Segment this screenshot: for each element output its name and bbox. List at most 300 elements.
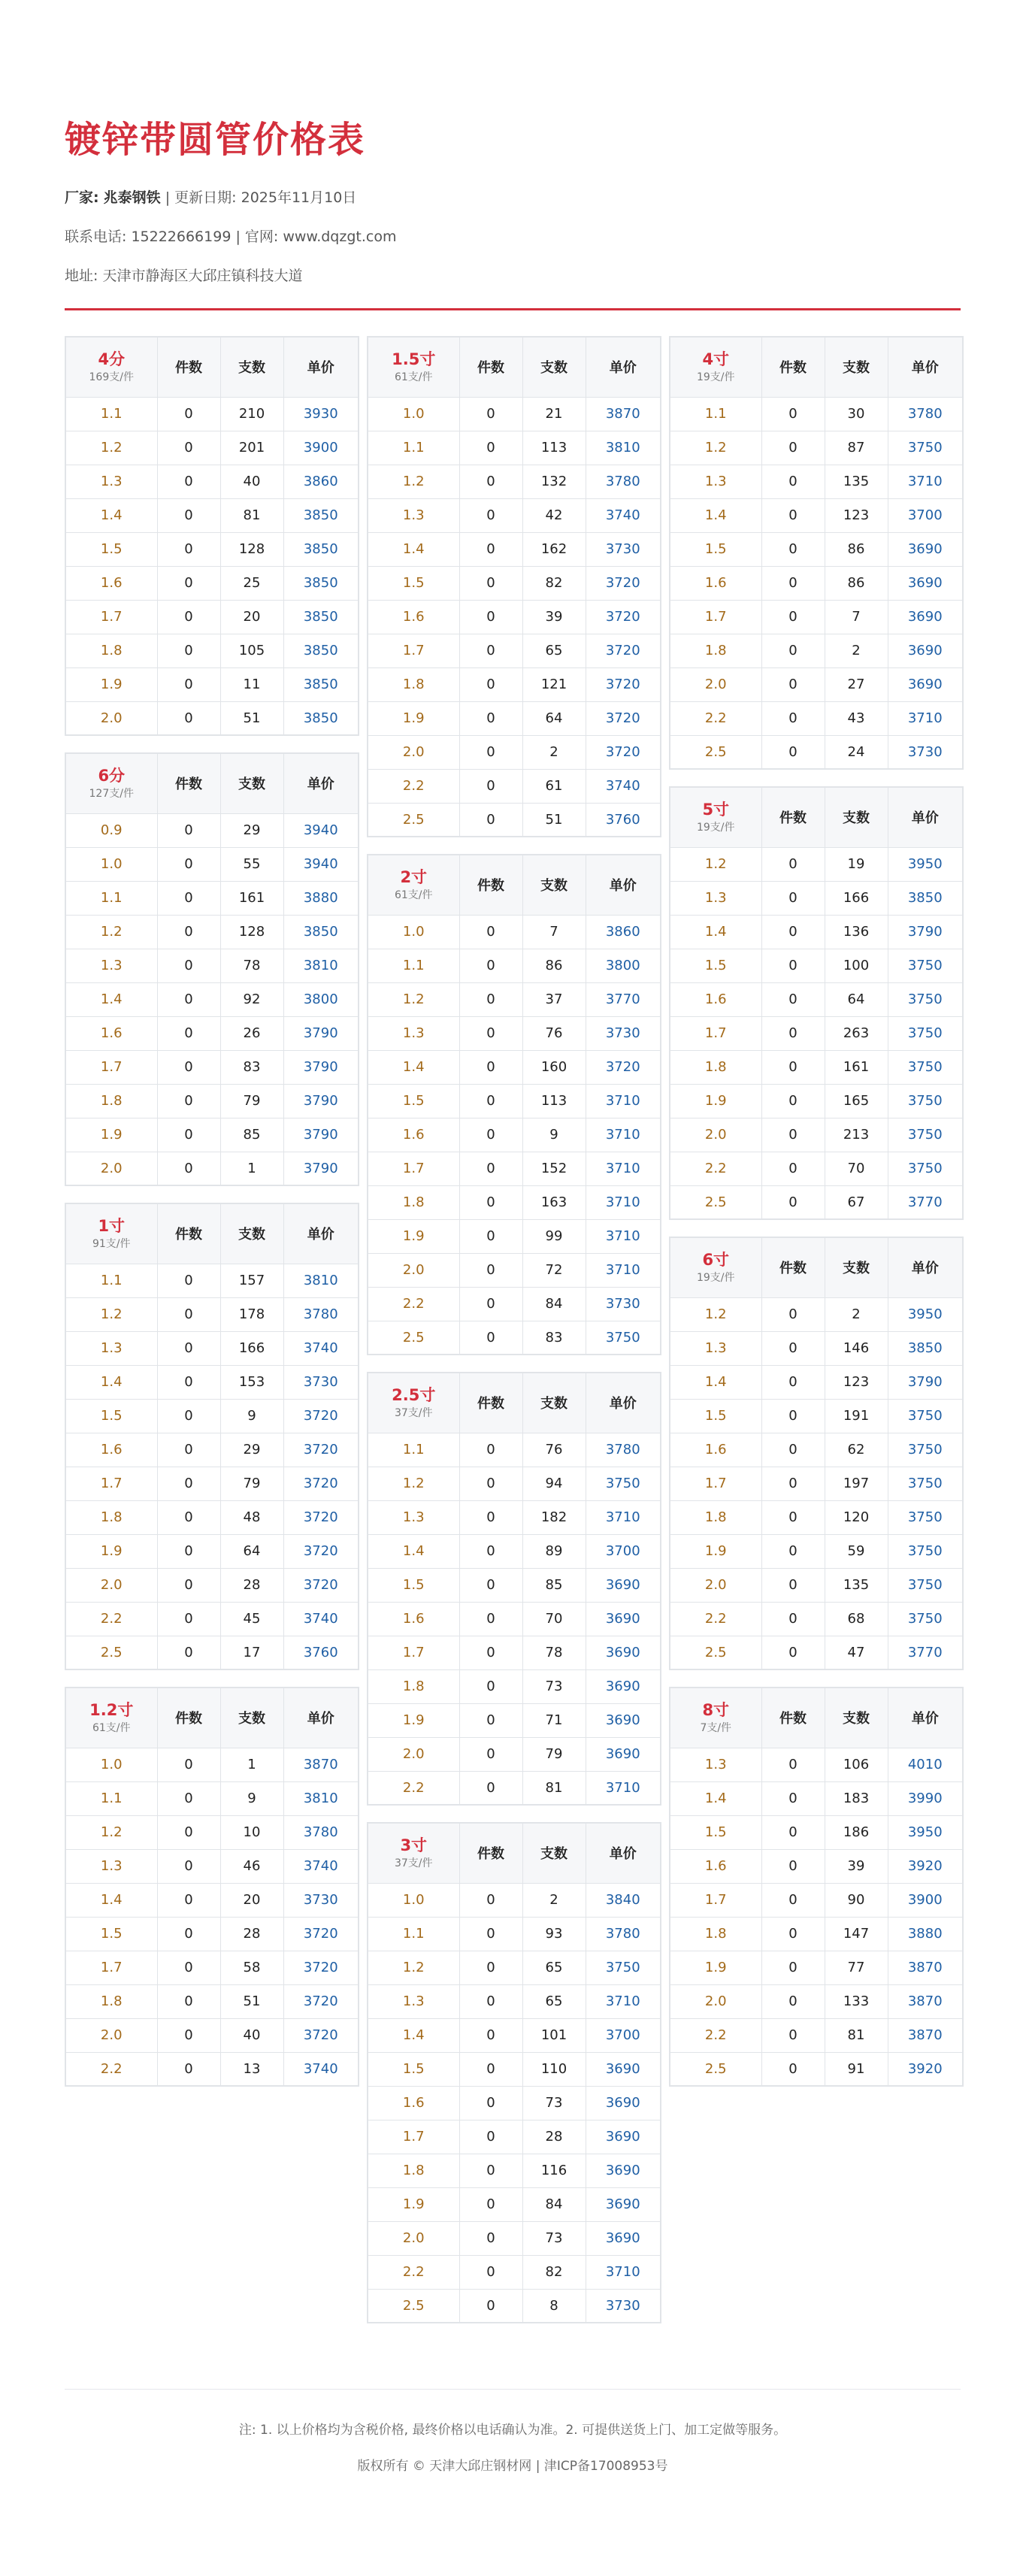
pieces-cell: 64 [220, 1534, 283, 1568]
count-cell: 0 [459, 600, 522, 634]
count-cell: 0 [761, 465, 825, 498]
price-cell: 3880 [888, 1917, 963, 1951]
count-cell: 0 [157, 1118, 220, 1152]
count-cell: 0 [157, 1500, 220, 1534]
table-row [670, 701, 963, 735]
price-cell: 3750 [888, 982, 963, 1016]
page-title: 镀锌带圆管价格表 [65, 119, 366, 161]
thickness-cell: 2.0 [670, 1568, 761, 1602]
price-cell: 3740 [283, 1602, 359, 1636]
table-row [368, 1737, 661, 1771]
count-cell: 0 [459, 1467, 522, 1500]
count-cell: 0 [157, 1399, 220, 1433]
table-row [670, 1748, 963, 1781]
pieces-cell: 91 [825, 2052, 888, 2086]
price-cell: 3690 [586, 1669, 661, 1703]
thickness-cell: 2.0 [368, 1737, 459, 1771]
pieces-cell: 161 [825, 1050, 888, 1084]
table-row [65, 465, 359, 498]
count-cell: 0 [157, 667, 220, 701]
count-cell: 0 [157, 847, 220, 881]
thickness-cell: 1.0 [368, 397, 459, 431]
count-cell: 0 [761, 1118, 825, 1152]
table-row [65, 634, 359, 667]
count-cell: 0 [761, 1748, 825, 1781]
table-row [368, 1287, 661, 1321]
pieces-cell: 86 [825, 532, 888, 566]
price-header: 单价 [283, 337, 359, 397]
count-cell: 0 [459, 431, 522, 465]
table-row [368, 1152, 661, 1185]
table-row [65, 881, 359, 915]
thickness-cell: 1.3 [670, 465, 761, 498]
pieces-cell: 210 [220, 397, 283, 431]
table-row [368, 1321, 661, 1355]
price-cell: 3770 [586, 982, 661, 1016]
pieces-cell: 76 [522, 1433, 586, 1467]
price-cell: 3870 [586, 397, 661, 431]
count-cell: 0 [459, 1669, 522, 1703]
table-row [368, 634, 661, 667]
price-cell: 3750 [888, 1084, 963, 1118]
table-row [65, 1602, 359, 1636]
price-cell: 3750 [888, 949, 963, 982]
spec-header [670, 787, 761, 847]
pieces-per-bundle: 127支/件 [89, 788, 134, 801]
pieces-cell: 213 [825, 1118, 888, 1152]
table-row [368, 1534, 661, 1568]
table-row [670, 1568, 963, 1602]
price-cell: 3690 [888, 532, 963, 566]
count-cell: 0 [157, 1568, 220, 1602]
pieces-header: 支数 [825, 787, 888, 847]
table-row [65, 1534, 359, 1568]
thickness-cell: 1.9 [368, 701, 459, 735]
thickness-cell: 1.4 [368, 532, 459, 566]
count-cell: 0 [761, 1781, 825, 1815]
thickness-cell: 1.9 [670, 1534, 761, 1568]
pieces-per-bundle: 61支/件 [394, 371, 433, 384]
count-cell: 0 [459, 2289, 522, 2323]
pieces-cell: 178 [220, 1297, 283, 1331]
thickness-cell: 1.6 [670, 1433, 761, 1467]
price-cell: 3690 [586, 1703, 661, 1737]
pieces-cell: 28 [220, 1917, 283, 1951]
count-cell: 0 [761, 1815, 825, 1849]
price-cell: 3690 [888, 566, 963, 600]
footer-copyright: 版权所有 © 天津大邱庄钢材网 | 津ICP备17008953号 [357, 2459, 668, 2474]
thickness-cell: 1.5 [670, 1399, 761, 1433]
price-cell: 3690 [586, 2221, 661, 2255]
table-row [368, 2018, 661, 2052]
pieces-per-bundle: 169支/件 [89, 371, 134, 384]
count-cell: 0 [157, 1365, 220, 1399]
table-row [65, 1433, 359, 1467]
table-row [65, 701, 359, 735]
price-cell: 3720 [586, 1050, 661, 1084]
pieces-cell: 166 [220, 1331, 283, 1365]
pieces-cell: 83 [522, 1321, 586, 1355]
pieces-cell: 45 [220, 1602, 283, 1636]
price-cell: 3850 [888, 881, 963, 915]
price-cell: 3780 [586, 465, 661, 498]
price-table [65, 1203, 359, 1670]
table-row [670, 431, 963, 465]
maker-name: 兆泰钢铁 [103, 189, 161, 206]
count-cell: 0 [157, 1636, 220, 1669]
pieces-cell: 24 [825, 735, 888, 769]
pieces-cell: 79 [220, 1084, 283, 1118]
pieces-cell: 8 [522, 2289, 586, 2323]
pieces-cell: 39 [522, 600, 586, 634]
thickness-cell: 2.0 [670, 1984, 761, 2018]
price-cell: 3750 [888, 1152, 963, 1185]
count-header: 件数 [459, 855, 522, 915]
pieces-cell: 123 [825, 1365, 888, 1399]
count-cell: 0 [459, 1321, 522, 1355]
spec-header [65, 1688, 157, 1748]
thickness-cell: 1.2 [368, 1467, 459, 1500]
count-cell: 0 [459, 2187, 522, 2221]
count-header: 件数 [459, 1823, 522, 1883]
price-cell: 3750 [888, 1399, 963, 1433]
table-row [368, 566, 661, 600]
table-header-row [368, 1373, 661, 1433]
pieces-cell: 191 [825, 1399, 888, 1433]
price-cell: 3740 [283, 1331, 359, 1365]
pipe-size: 4寸 [702, 350, 730, 369]
thickness-cell: 1.7 [670, 600, 761, 634]
count-cell: 0 [157, 1264, 220, 1297]
table-row [368, 1636, 661, 1669]
price-cell: 3740 [586, 769, 661, 803]
count-cell: 0 [761, 1568, 825, 1602]
thickness-cell: 1.5 [65, 1917, 157, 1951]
pieces-cell: 79 [522, 1737, 586, 1771]
price-cell: 3850 [283, 634, 359, 667]
count-cell: 0 [761, 634, 825, 667]
thickness-cell: 1.6 [65, 1016, 157, 1050]
count-cell: 0 [459, 1185, 522, 1219]
count-cell: 0 [761, 1984, 825, 2018]
table-row [670, 881, 963, 915]
price-table [669, 1237, 964, 1670]
thickness-cell: 2.5 [670, 735, 761, 769]
pieces-cell: 89 [522, 1534, 586, 1568]
price-cell: 3720 [283, 1568, 359, 1602]
thickness-cell: 1.1 [65, 397, 157, 431]
price-table [65, 1687, 359, 2087]
price-cell: 3790 [888, 915, 963, 949]
count-cell: 0 [761, 1849, 825, 1883]
pieces-cell: 79 [220, 1467, 283, 1500]
pieces-cell: 128 [220, 532, 283, 566]
pieces-cell: 83 [220, 1050, 283, 1084]
table-row [65, 915, 359, 949]
table-row [65, 1984, 359, 2018]
table-row [368, 1602, 661, 1636]
count-cell: 0 [761, 701, 825, 735]
pipe-size: 6分 [98, 767, 126, 786]
table-row [65, 1883, 359, 1917]
count-cell: 0 [459, 735, 522, 769]
thickness-cell: 2.0 [368, 1253, 459, 1287]
thickness-cell: 1.5 [368, 566, 459, 600]
table-row [65, 1084, 359, 1118]
price-header: 单价 [283, 1688, 359, 1748]
table-row [65, 600, 359, 634]
count-cell: 0 [459, 1883, 522, 1917]
spec-header [65, 753, 157, 813]
thickness-cell: 1.1 [368, 431, 459, 465]
price-cell: 3870 [888, 1951, 963, 1984]
thickness-cell: 1.9 [368, 2187, 459, 2221]
count-cell: 0 [459, 2154, 522, 2187]
count-cell: 0 [761, 1534, 825, 1568]
price-table [669, 1687, 964, 2087]
table-row [368, 1669, 661, 1703]
pipe-size: 6寸 [702, 1251, 730, 1270]
thickness-cell: 1.1 [670, 397, 761, 431]
price-cell: 3750 [888, 1568, 963, 1602]
pieces-per-bundle: 37支/件 [394, 1857, 433, 1870]
thickness-cell: 2.5 [65, 1636, 157, 1669]
pieces-cell: 100 [825, 949, 888, 982]
price-column-3 [669, 336, 962, 2103]
price-cell: 3740 [283, 1849, 359, 1883]
count-header: 件数 [761, 787, 825, 847]
count-cell: 0 [459, 1433, 522, 1467]
pieces-cell: 37 [522, 982, 586, 1016]
maker-label: 厂家: [65, 189, 99, 206]
thickness-cell: 2.2 [65, 1602, 157, 1636]
table-row [670, 1984, 963, 2018]
table-row [670, 915, 963, 949]
thickness-cell: 1.8 [65, 1984, 157, 2018]
thickness-cell: 1.8 [670, 634, 761, 667]
pieces-cell: 77 [825, 1951, 888, 1984]
price-cell: 3700 [586, 2018, 661, 2052]
thickness-cell: 1.7 [65, 1951, 157, 1984]
table-row [65, 813, 359, 847]
pipe-size: 1.5寸 [392, 350, 436, 369]
pieces-cell: 82 [522, 566, 586, 600]
table-row [670, 1331, 963, 1365]
pieces-cell: 51 [522, 803, 586, 837]
count-cell: 0 [761, 982, 825, 1016]
count-cell: 0 [157, 1951, 220, 1984]
pieces-cell: 51 [220, 701, 283, 735]
table-row [670, 566, 963, 600]
count-cell: 0 [157, 1331, 220, 1365]
price-cell: 3810 [283, 949, 359, 982]
count-cell: 0 [459, 982, 522, 1016]
pieces-cell: 30 [825, 397, 888, 431]
thickness-cell: 1.1 [65, 881, 157, 915]
count-cell: 0 [459, 532, 522, 566]
price-header: 单价 [888, 787, 963, 847]
thickness-cell: 1.7 [670, 1883, 761, 1917]
count-cell: 0 [761, 600, 825, 634]
count-cell: 0 [761, 1602, 825, 1636]
pieces-cell: 73 [522, 2221, 586, 2255]
price-cell: 3780 [888, 397, 963, 431]
thickness-cell: 1.1 [368, 949, 459, 982]
count-cell: 0 [157, 813, 220, 847]
pieces-cell: 162 [522, 532, 586, 566]
count-cell: 0 [459, 566, 522, 600]
table-row [368, 982, 661, 1016]
table-row [368, 2086, 661, 2120]
pieces-cell: 120 [825, 1500, 888, 1534]
pieces-header: 支数 [825, 1237, 888, 1297]
thickness-cell: 2.0 [65, 1568, 157, 1602]
count-cell: 0 [157, 949, 220, 982]
pieces-cell: 132 [522, 465, 586, 498]
price-cell: 3730 [586, 2289, 661, 2323]
pieces-cell: 40 [220, 465, 283, 498]
count-cell: 0 [459, 915, 522, 949]
pieces-cell: 2 [522, 735, 586, 769]
price-cell: 3790 [283, 1152, 359, 1185]
price-cell: 3810 [586, 431, 661, 465]
count-cell: 0 [761, 667, 825, 701]
price-cell: 3840 [586, 1883, 661, 1917]
pieces-cell: 1 [220, 1152, 283, 1185]
table-row [670, 2018, 963, 2052]
table-row [65, 397, 359, 431]
table-row [368, 1951, 661, 1984]
price-cell: 3700 [586, 1534, 661, 1568]
thickness-cell: 1.3 [670, 1748, 761, 1781]
count-cell: 0 [157, 1016, 220, 1050]
table-header-row [65, 1688, 359, 1748]
thickness-cell: 1.9 [65, 1534, 157, 1568]
thickness-cell: 1.2 [368, 982, 459, 1016]
pieces-per-bundle: 61支/件 [92, 1722, 131, 1735]
pieces-cell: 84 [522, 2187, 586, 2221]
thickness-cell: 1.0 [368, 1883, 459, 1917]
pieces-cell: 42 [522, 498, 586, 532]
thickness-cell: 1.4 [368, 1050, 459, 1084]
count-cell: 0 [157, 1815, 220, 1849]
table-row [670, 1399, 963, 1433]
update-date: | 更新日期: 2025年11月10日 [165, 189, 357, 206]
pieces-cell: 9 [220, 1781, 283, 1815]
count-cell: 0 [157, 1433, 220, 1467]
thickness-cell: 2.0 [670, 667, 761, 701]
count-cell: 0 [157, 397, 220, 431]
thickness-cell: 1.4 [670, 1781, 761, 1815]
thickness-cell: 1.5 [65, 1399, 157, 1433]
table-row [670, 1534, 963, 1568]
pieces-cell: 58 [220, 1951, 283, 1984]
pieces-cell: 7 [825, 600, 888, 634]
count-cell: 0 [459, 1771, 522, 1805]
table-row [65, 1365, 359, 1399]
thickness-cell: 1.0 [368, 915, 459, 949]
pieces-cell: 157 [220, 1264, 283, 1297]
count-cell: 0 [761, 1500, 825, 1534]
price-header: 单价 [888, 1688, 963, 1748]
count-cell: 0 [459, 2255, 522, 2289]
pieces-cell: 13 [220, 2052, 283, 2086]
thickness-cell: 1.5 [670, 1815, 761, 1849]
count-cell: 0 [157, 1602, 220, 1636]
pieces-cell: 27 [825, 667, 888, 701]
pieces-cell: 106 [825, 1748, 888, 1781]
thickness-cell: 2.5 [670, 1636, 761, 1669]
table-row [65, 1264, 359, 1297]
table-row [368, 769, 661, 803]
table-row [670, 1297, 963, 1331]
table-row [65, 1331, 359, 1365]
price-table [367, 854, 661, 1355]
table-header-row [65, 337, 359, 397]
spec-header [368, 1373, 459, 1433]
pieces-cell: 85 [522, 1568, 586, 1602]
count-header: 件数 [761, 337, 825, 397]
table-header-row [670, 1688, 963, 1748]
table-row [670, 1951, 963, 1984]
thickness-cell: 2.5 [368, 2289, 459, 2323]
pieces-cell: 133 [825, 1984, 888, 2018]
price-cell: 3750 [888, 1500, 963, 1534]
pieces-cell: 28 [522, 2120, 586, 2154]
count-cell: 0 [157, 600, 220, 634]
price-cell: 4010 [888, 1748, 963, 1781]
price-cell: 3690 [586, 1602, 661, 1636]
count-cell: 0 [761, 735, 825, 769]
count-cell: 0 [761, 915, 825, 949]
table-row [368, 1050, 661, 1084]
pieces-cell: 2 [825, 634, 888, 667]
pieces-cell: 121 [522, 667, 586, 701]
pieces-header: 支数 [522, 337, 586, 397]
pieces-cell: 136 [825, 915, 888, 949]
price-cell: 3900 [283, 431, 359, 465]
thickness-cell: 2.2 [670, 1602, 761, 1636]
pieces-cell: 29 [220, 1433, 283, 1467]
maker-line [65, 186, 961, 209]
price-cell: 3720 [586, 701, 661, 735]
table-row [65, 1636, 359, 1669]
price-table [367, 1822, 661, 2323]
pieces-cell: 1 [220, 1748, 283, 1781]
pipe-size: 8寸 [702, 1701, 730, 1720]
pieces-cell: 62 [825, 1433, 888, 1467]
price-cell: 3750 [888, 1016, 963, 1050]
price-header: 单价 [586, 855, 661, 915]
price-cell: 3850 [283, 600, 359, 634]
table-header-row [670, 337, 963, 397]
count-header: 件数 [459, 337, 522, 397]
table-row [65, 1748, 359, 1781]
price-cell: 3730 [283, 1365, 359, 1399]
price-cell: 3940 [283, 813, 359, 847]
count-cell: 0 [761, 847, 825, 881]
price-cell: 3770 [888, 1636, 963, 1669]
pieces-cell: 70 [522, 1602, 586, 1636]
price-cell: 3720 [586, 566, 661, 600]
table-row [65, 1152, 359, 1185]
thickness-cell: 1.7 [368, 1152, 459, 1185]
price-header: 单价 [283, 753, 359, 813]
thickness-cell: 1.7 [368, 1636, 459, 1669]
count-cell: 0 [459, 2018, 522, 2052]
pieces-cell: 146 [825, 1331, 888, 1365]
pieces-cell: 2 [522, 1883, 586, 1917]
